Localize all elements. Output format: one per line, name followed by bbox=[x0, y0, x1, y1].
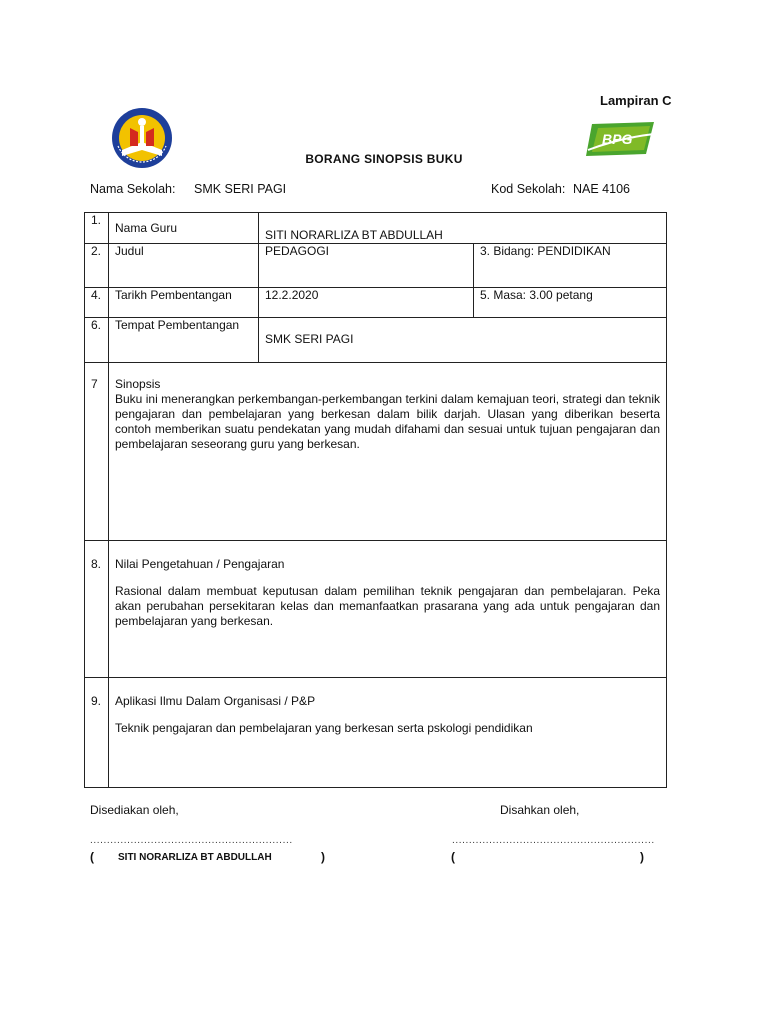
teacher-name-value: SITI NORARLIZA BT ABDULLAH bbox=[259, 213, 667, 244]
row-venue bbox=[85, 318, 667, 363]
form-title: BORANG SINOPSIS BUKU bbox=[305, 152, 463, 166]
synopsis-text: Buku ini menerangkan perkembangan-perkembangan terkini dalam kemajuan teori, strategi dan teknik pengajaran dan pembelajaran yang berkesan dalam bilik darjah. Ulasan yang diberikan beserta contoh memberikan suatu pendekatan yang mudah difahami dan sesuai untuk tujuan pengajaran dan pembelajaran seseorang guru yang berkesan. bbox=[115, 392, 660, 451]
row-number: 9. bbox=[85, 678, 109, 788]
school-name-label: Nama Sekolah: bbox=[90, 182, 176, 196]
row-number: 6. bbox=[85, 318, 109, 363]
row-synopsis bbox=[85, 363, 667, 541]
synopsis-cell bbox=[109, 363, 667, 541]
row-title bbox=[85, 244, 667, 288]
attachment-label: Lampiran C bbox=[600, 93, 672, 108]
time-value: 5. Masa: 3.00 petang bbox=[474, 288, 667, 318]
row-teacher-name bbox=[85, 213, 667, 244]
approved-by-label: Disahkan oleh, bbox=[500, 803, 580, 817]
prepared-name: SITI NORARLIZA BT ABDULLAH bbox=[118, 852, 272, 863]
prepared-by-label: Disediakan oleh, bbox=[90, 803, 179, 817]
row-number: 2. bbox=[85, 244, 109, 288]
school-code-value: NAE 4106 bbox=[573, 182, 630, 196]
row-label: Nama Guru bbox=[109, 213, 259, 244]
row-number: 1. bbox=[85, 213, 109, 244]
knowledge-text: Rasional dalam membuat keputusan dalam pemilihan teknik pengajaran dan pembelajaran. Peka akan perubahan persekitaran kelas dan memanfaatkan prasarana yang ada untuk pengajaran dan pembelajaran yang berkesan. bbox=[115, 584, 660, 628]
prepared-open-paren: ( bbox=[90, 850, 94, 864]
approved-open-paren: ( bbox=[451, 850, 455, 864]
row-date bbox=[85, 288, 667, 318]
row-application bbox=[85, 678, 667, 788]
school-name-value: SMK SERI PAGI bbox=[194, 182, 287, 196]
row-label: Sinopsis bbox=[115, 377, 161, 391]
approved-close-paren: ) bbox=[640, 850, 644, 864]
school-code-label: Kod Sekolah: bbox=[491, 182, 566, 196]
synopsis-form-table bbox=[84, 212, 667, 788]
row-label: Tempat Pembentangan bbox=[109, 318, 259, 363]
row-label: Nilai Pengetahuan / Pengajaran bbox=[115, 557, 285, 571]
application-text: Teknik pengajaran dan pembelajaran yang berkesan serta pskologi pendidikan bbox=[115, 721, 533, 735]
title-value: PEDAGOGI bbox=[259, 244, 474, 288]
application-cell bbox=[109, 678, 667, 788]
prepared-close-paren: ) bbox=[321, 850, 325, 864]
field-value: 3. Bidang: PENDIDIKAN bbox=[474, 244, 667, 288]
row-number: 7 bbox=[85, 363, 109, 541]
knowledge-cell bbox=[109, 541, 667, 678]
date-value: 12.2.2020 bbox=[259, 288, 474, 318]
row-number: 4. bbox=[85, 288, 109, 318]
row-number: 8. bbox=[85, 541, 109, 678]
approved-signature-line: ............................................................ bbox=[452, 835, 655, 846]
venue-value: SMK SERI PAGI bbox=[259, 318, 667, 363]
svg-text:BPG: BPG bbox=[602, 131, 633, 147]
row-knowledge-value bbox=[85, 541, 667, 678]
row-label: Tarikh Pembentangan bbox=[109, 288, 259, 318]
row-label: Judul bbox=[109, 244, 259, 288]
prepared-signature-line: ............................................................ bbox=[90, 835, 293, 846]
row-label: Aplikasi Ilmu Dalam Organisasi / P&P bbox=[115, 694, 316, 708]
